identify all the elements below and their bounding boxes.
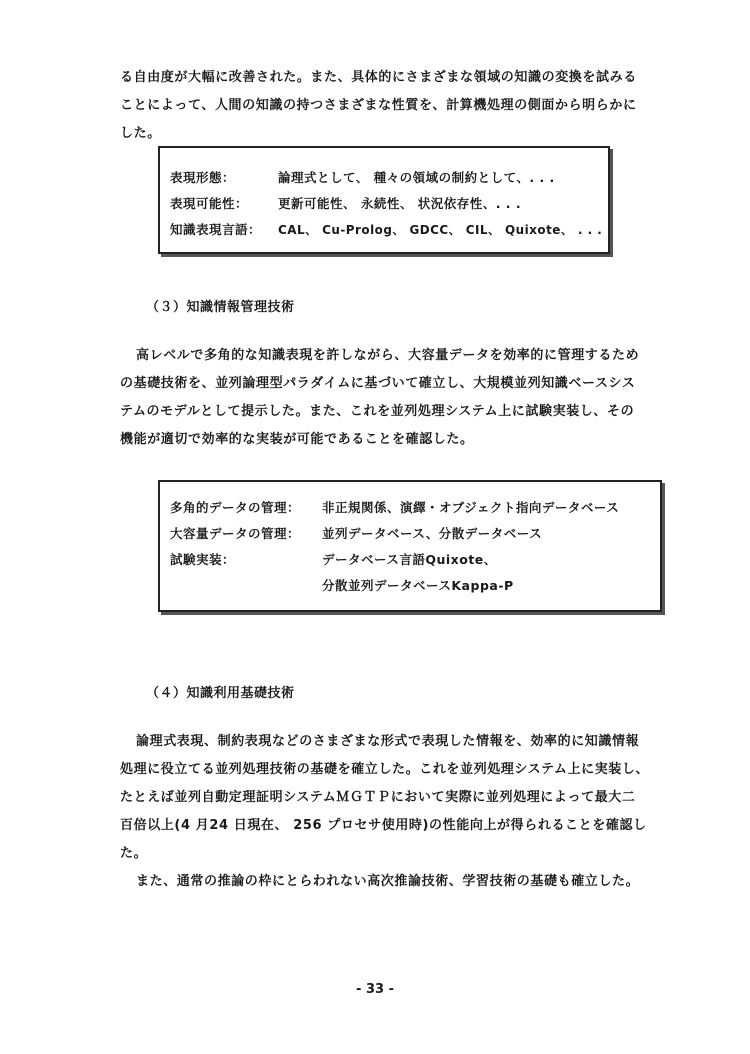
section4-heading: （４）知識利用基礎技術 (146, 686, 295, 701)
section4-line-1: 論理式表現、制約表現などのさまざまな形式で表現した情報を、効率的に知識情報 (136, 734, 640, 749)
box2-value: 非正規関係、演繹・オブジェクト指向データベース (322, 500, 620, 515)
knowledge-management-box (158, 480, 662, 612)
intro-line-1: る自由度が大幅に改善された。また、具体的にさまざまな領域の知識の変換を試みる (120, 70, 637, 85)
box1-key: 表現形態： (170, 170, 236, 185)
box2-key: 大容量データの管理： (170, 526, 301, 541)
section3-line-4: 機能が適切で効率的な実装が可能であることを確認した。 (120, 432, 474, 447)
intro-line-3: した。 (120, 126, 161, 141)
section4-line-2: 処理に役立てる並列処理技術の基礎を確立した。これを並列処理システム上に実装し、 (120, 762, 650, 777)
section3-line-3: テムのモデルとして提示した。また、これを並列処理システム上に試験実装し、その (120, 404, 635, 419)
section4-line-6: また、通常の推論の枠にとらわれない高次推論技術、学習技術の基礎も確立した。 (136, 874, 640, 889)
section3-heading: （３）知識情報管理技術 (146, 300, 295, 315)
knowledge-representation-box (158, 146, 610, 254)
box1-value: 更新可能性、 永続性、 状況依存性、. . . (278, 196, 522, 211)
box2-value: データベース言語Quixote、 (322, 552, 497, 567)
section4-line-4: 百倍以上(4 月24 日現在、 256 プロセサ使用時)の性能向上が得られることを確認し (120, 818, 647, 833)
page-number: - 33 - (356, 982, 394, 997)
box2-value: 並列データベース、分散データベース (322, 526, 543, 541)
section3-line-2: の基礎技術を、並列論理型パラダイムに基づいて確立し、大規模並列知識ベースシス (120, 376, 636, 391)
box2-key: 多角的データの管理： (170, 500, 301, 515)
box1-value: CAL、 Cu-Prolog、 GDCC、 CIL、 Quixote、 . . . (278, 222, 603, 237)
box2-value: 分散並列データベースKappa-P (322, 578, 514, 593)
box1-value: 論理式として、 種々の領域の制約として、. . . (278, 170, 555, 185)
box1-key: 表現可能性： (170, 196, 249, 211)
section4-line-3: たとえば並列自動定理証明システムＭＧＴＰにおいて実際に並列処理によって最大二 (120, 790, 636, 805)
section4-line-5: た。 (120, 846, 148, 861)
box1-key: 知識表現言語： (170, 222, 262, 237)
box2-key: 試験実装： (170, 552, 236, 567)
intro-line-2: ことによって、人間の知識の持つさまざまな性質を、計算機処理の側面から明らかに (120, 98, 637, 113)
section3-line-1: 高レベルで多角的な知識表現を許しながら、大容量データを効率的に管理するため (136, 348, 640, 363)
